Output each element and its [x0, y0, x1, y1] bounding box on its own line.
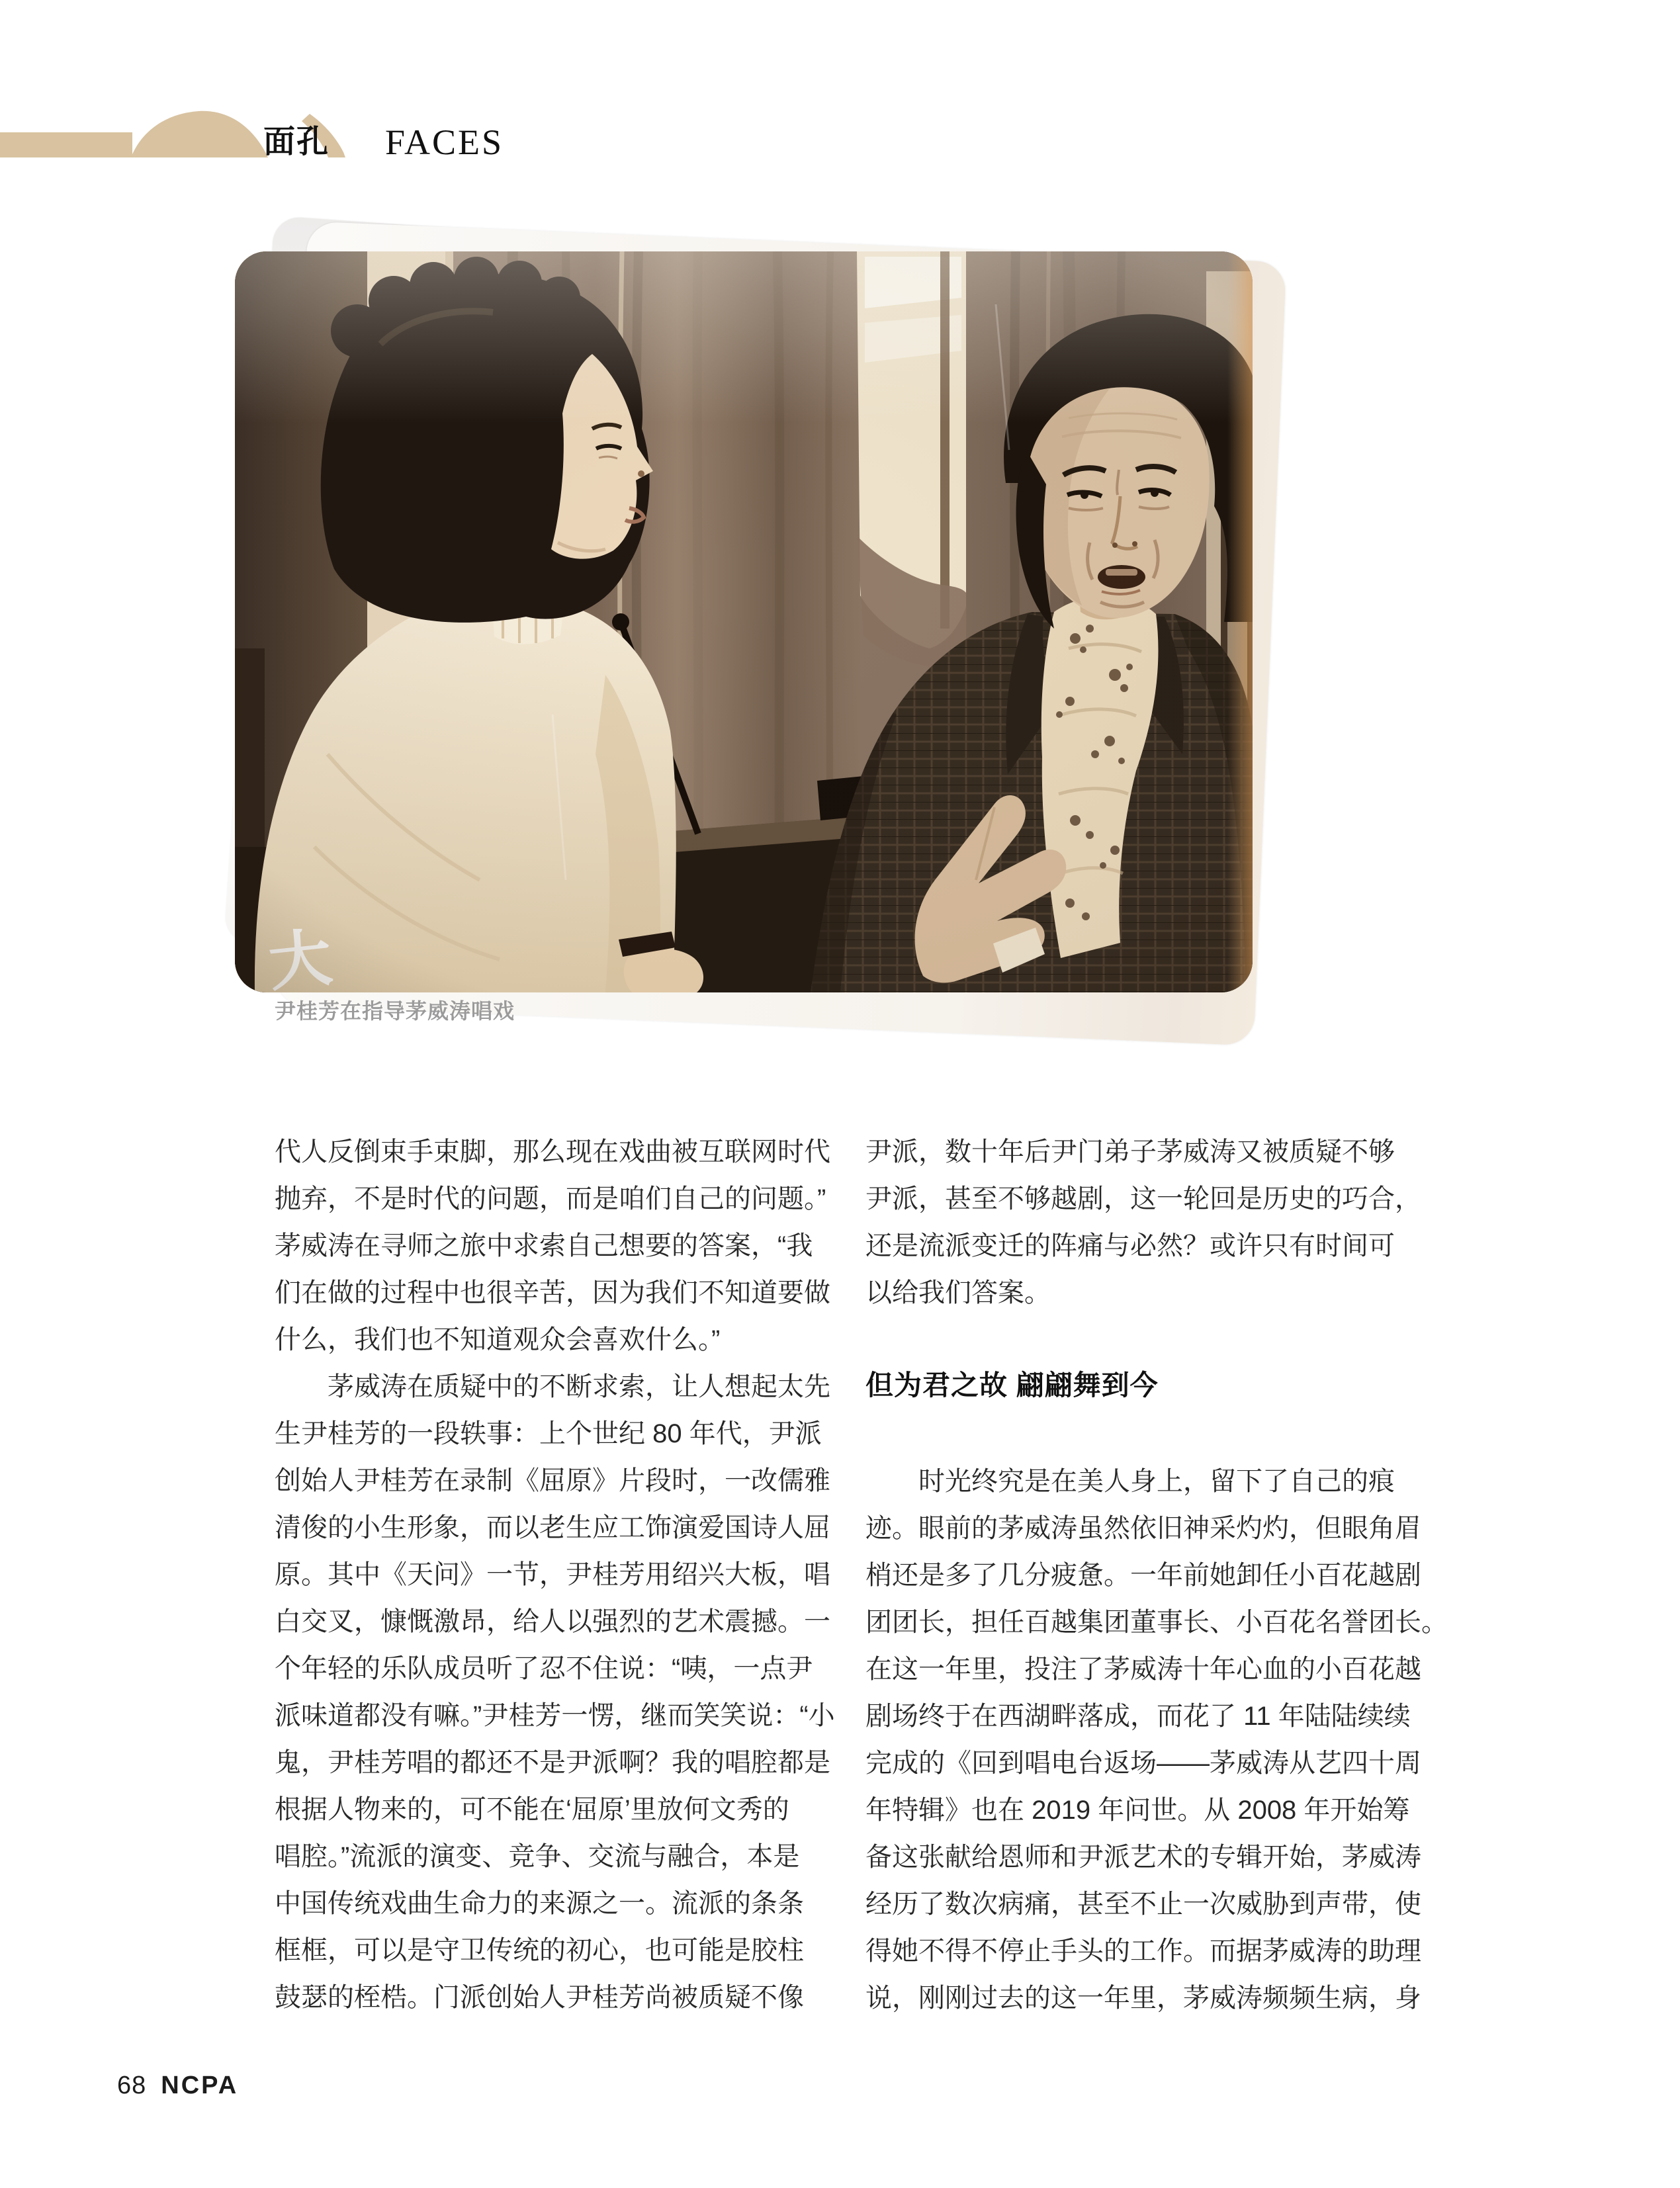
text-line: 根据人物来的，可不能在‘屈原’里放何文秀的: [275, 1795, 789, 1824]
text-line: 代人反倒束手束脚，那么现在戏曲被互联网时代: [275, 1137, 830, 1166]
photo-caption: 尹桂芳在指导茅威涛唱戏: [275, 999, 515, 1023]
text-line: 清俊的小生形象，而以老生应工饰演爱国诗人屈: [275, 1513, 830, 1542]
text-line: 生尹桂芳的一段轶事：上个世纪 80 年代，尹派: [275, 1419, 822, 1448]
text-line: 尹派，数十年后尹门弟子茅威涛又被质疑不够: [865, 1137, 1395, 1166]
text-line: 中国传统戏曲生命力的来源之一。流派的条条: [275, 1889, 804, 1918]
page-footer: [117, 2071, 238, 2100]
text-line: 迹。眼前的茅威涛虽然依旧神采灼灼，但眼角眉: [865, 1514, 1421, 1543]
section-title-cn: 面孔: [263, 124, 330, 159]
brand-logo-text: NCPA: [161, 2072, 239, 2099]
text-line: 们在做的过程中也很辛苦，因为我们不知道要做: [275, 1278, 830, 1307]
right-column-paragraph-1: [865, 1129, 1421, 1317]
text-line: 剧场终于在西湖畔落成，而花了 11 年陆陆续续: [865, 1702, 1411, 1731]
article-column-left: [275, 1129, 844, 2021]
section-title-en: FACES: [385, 122, 504, 162]
text-line: 个年轻的乐队成员听了忍不住说：“咦，一点尹: [275, 1654, 813, 1683]
text-line: 团团长，担任百越集团董事长、小百花名誉团长。: [865, 1608, 1448, 1637]
right-column-paragraph-2: [865, 1458, 1448, 2022]
article-column-right: [865, 1129, 1448, 2055]
text-line: 尹派，甚至不够越剧，这一轮回是历史的巧合，: [865, 1184, 1421, 1213]
archival-photo-illustration: [235, 251, 1253, 992]
text-line: 时光终究是在美人身上，留下了自己的痕: [865, 1467, 1395, 1496]
text-line: 梢还是多了几分疲惫。一年前她卸任小百花越剧: [865, 1561, 1421, 1590]
text-line: 以给我们答案。: [865, 1278, 1051, 1307]
text-line: 创始人尹桂芳在录制《屈原》片段时，一改儒雅: [275, 1466, 830, 1495]
text-line: 备这张献给恩师和尹派艺术的专辑开始，茅威涛: [865, 1843, 1421, 1872]
text-line: 什么，我们也不知道观众会喜欢什么。”: [275, 1325, 721, 1354]
header-tan-bar: [0, 132, 132, 157]
text-line: 唱腔。”流派的演变、竞争、交流与融合，本是: [275, 1842, 800, 1871]
photo-vignette: [235, 251, 1253, 992]
text-line: 鬼，尹桂芳唱的都还不是尹派啊？我的唱腔都是: [275, 1748, 830, 1777]
section-heading: 但为君之故 翩翩舞到今: [865, 1370, 1159, 1401]
text-line: 说，刚刚过去的这一年里，茅威涛频频生病，身: [865, 1984, 1421, 2013]
text-line: 茅威涛在质疑中的不断求索，让人想起太先: [275, 1372, 830, 1401]
text-line: 白交叉，慷慨激昂，给人以强烈的艺术震撼。一: [275, 1607, 830, 1636]
text-line: 完成的《回到唱电台返场——茅威涛从艺四十周: [865, 1749, 1421, 1778]
text-line: 得她不得不停止手头的工作。而据茅威涛的助理: [865, 1937, 1421, 1966]
text-line: 派味道都没有嘛。”尹桂芳一愣，继而笑笑说：“小: [275, 1701, 835, 1730]
text-line: 在这一年里，投注了茅威涛十年心血的小百花越: [865, 1655, 1421, 1684]
text-line: 还是流派变迁的阵痛与必然？或许只有时间可: [865, 1231, 1395, 1260]
page-number: 68: [117, 2072, 147, 2099]
text-line: 框框，可以是守卫传统的初心，也可能是胶柱: [275, 1936, 804, 1965]
text-line: 年特辑》也在 2019 年问世。从 2008 年开始筹: [865, 1796, 1410, 1825]
photo-aged-edge: [1227, 251, 1253, 992]
text-line: 经历了数次病痛，甚至不止一次威胁到声带，使: [865, 1890, 1421, 1919]
header-dome-shape: [131, 111, 268, 157]
archival-photo: [235, 251, 1253, 992]
text-line: 鼓瑟的桎梏。门派创始人尹桂芳尚被质疑不像: [275, 1983, 804, 2012]
text-line: 抛弃，不是时代的问题，而是咱们自己的问题。”: [275, 1184, 826, 1213]
text-line: 原。其中《天问》一节，尹桂芳用绍兴大板，唱: [275, 1560, 830, 1589]
text-line: 茅威涛在寻师之旅中求索自己想要的答案，“我: [275, 1231, 813, 1260]
